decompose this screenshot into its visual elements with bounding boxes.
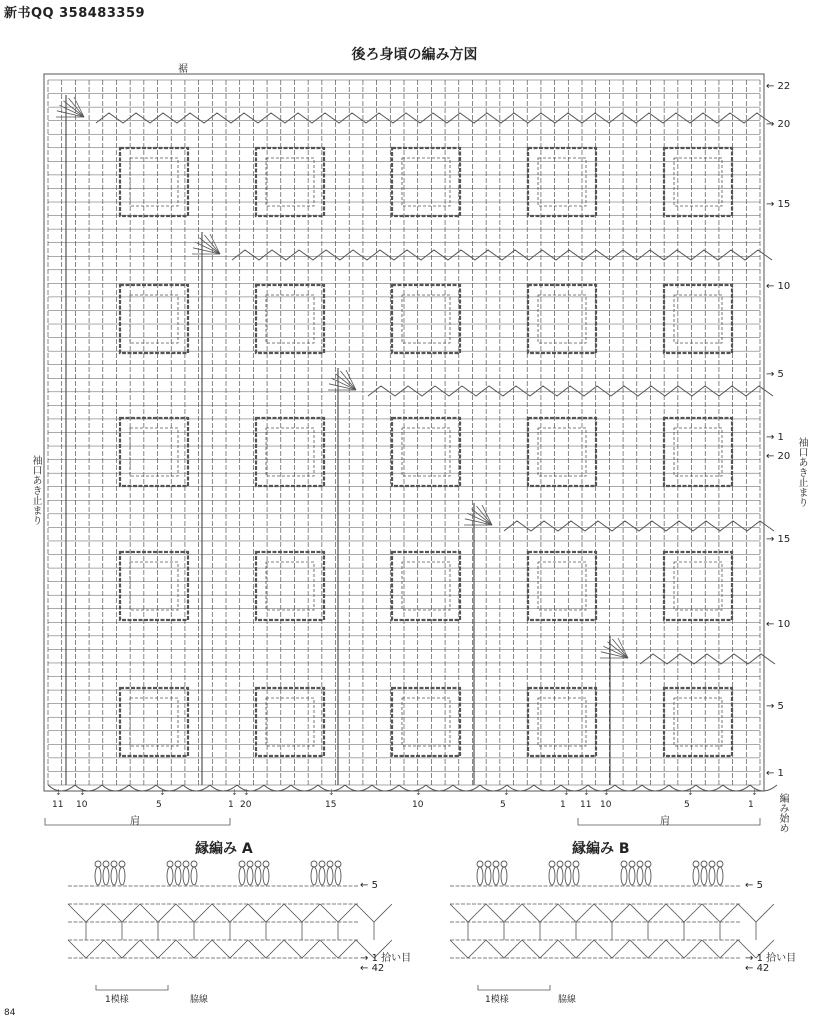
- edging-b-v-stitch: [558, 904, 594, 922]
- edging-a-side-seam: 脇線: [190, 995, 209, 1005]
- edging-a-row1: → 1 拾い目: [360, 953, 412, 964]
- edging-a-row5: ← 5: [360, 880, 378, 891]
- edging-a-picot: [327, 867, 333, 885]
- edging-a-v-stitch: [212, 904, 248, 922]
- edging-a-repeat-bracket: [96, 985, 168, 990]
- edging-a-picot: [191, 867, 197, 885]
- page-number: 84: [4, 1008, 16, 1018]
- edging-b-picot-top: [701, 861, 707, 867]
- stitch-number-label: 11: [52, 800, 64, 810]
- motif-inner: [538, 698, 586, 746]
- edging-b-v-stitch: [486, 904, 522, 922]
- edging-a-picot-top: [183, 861, 189, 867]
- edging-b-picot: [645, 867, 651, 885]
- stitch-number-label: 1: [560, 800, 566, 810]
- motif-inner: [402, 428, 450, 476]
- edging-b-picot-top: [645, 861, 651, 867]
- edging-b-v-stitch: [486, 940, 522, 958]
- stitch-number-label: 5: [500, 800, 506, 810]
- edging-a-v-stitch: [140, 904, 176, 922]
- bottom-arrow: ↓: [231, 788, 238, 797]
- edging-a-v-stitch: [68, 904, 104, 922]
- edging-a-picot: [103, 867, 109, 885]
- edging-a-picot-top: [311, 861, 317, 867]
- edging-a-picot: [335, 867, 341, 885]
- edging-b-v-stitch: [450, 940, 486, 958]
- edging-b-v-stitch: [522, 904, 558, 922]
- edging-b-picot-top: [709, 861, 715, 867]
- edging-b-picot-top: [549, 861, 555, 867]
- bottom-arrow: ↓: [243, 788, 250, 797]
- edging-b-row42: ← 42: [745, 963, 770, 974]
- edging-a-v-stitch: [248, 904, 284, 922]
- edging-a-v-stitch: [284, 940, 320, 958]
- edging-b-side-seam: 脇線: [558, 995, 577, 1005]
- motif-inner: [266, 562, 314, 610]
- motif-inner: [130, 562, 178, 610]
- edging-a-picot: [175, 867, 181, 885]
- edging-a-v-stitch: [356, 904, 392, 922]
- edging-b-row1: → 1 拾い目: [745, 953, 797, 964]
- bottom-arrow: ↓: [55, 788, 62, 797]
- edging-a-v-stitch: [212, 940, 248, 958]
- edging-a-title: 縁編み A: [195, 841, 253, 857]
- edging-b-v-stitch: [594, 904, 630, 922]
- edging-a-picot: [95, 867, 101, 885]
- motif-inner: [674, 295, 722, 343]
- edging-b-picot: [629, 867, 635, 885]
- bottom-arrow: ↓: [583, 788, 590, 797]
- edging-a-v-stitch: [248, 940, 284, 958]
- edging-a-v-stitch: [140, 940, 176, 958]
- bottom-scallop: [48, 785, 777, 791]
- edging-b-v-stitch: [594, 940, 630, 958]
- row-number-label: → 15: [766, 199, 791, 210]
- bottom-arrow: ↓: [159, 788, 166, 797]
- stitch-number-label: 15: [325, 800, 337, 810]
- edging-b-v-stitch: [666, 940, 702, 958]
- edging-b-repeat: 1模様: [485, 995, 509, 1005]
- motif-inner: [674, 698, 722, 746]
- edging-a-v-stitch: [68, 940, 104, 958]
- stitch-number-label: 5: [684, 800, 690, 810]
- edging-a-picot: [311, 867, 317, 885]
- edging-b-picot-top: [621, 861, 627, 867]
- edging-b-picot-top: [565, 861, 571, 867]
- bottom-arrow: ↓: [503, 788, 510, 797]
- motif-inner: [130, 428, 178, 476]
- edging-a-picot: [183, 867, 189, 885]
- edging-a-picot-top: [247, 861, 253, 867]
- hem-label: 裾: [178, 64, 188, 75]
- bottom-arrow: ↓: [687, 788, 694, 797]
- shoulder-label-right: 肩: [660, 816, 670, 827]
- edging-a-picot-top: [167, 861, 173, 867]
- motif-inner: [130, 158, 178, 206]
- edging-a-picot-top: [175, 861, 181, 867]
- stitch-number-label: 1: [748, 800, 754, 810]
- edging-a-row42: ← 42: [360, 963, 385, 974]
- stitch-number-label: 10: [600, 800, 612, 810]
- edging-a-picot: [239, 867, 245, 885]
- diagram-title: 後ろ身頃の編み方図: [351, 47, 478, 63]
- edging-a-picot-top: [119, 861, 125, 867]
- knit-start-label: 編み始め: [777, 793, 788, 833]
- edging-b-v-stitch: [666, 904, 702, 922]
- row-number-label: → 20: [766, 119, 791, 130]
- motif-inner: [130, 698, 178, 746]
- edging-a-v-stitch: [320, 904, 356, 922]
- row-number-label: ← 10: [766, 281, 791, 292]
- bottom-arrow: ↓: [328, 788, 335, 797]
- edging-b-picot: [501, 867, 507, 885]
- edging-b-v-stitch: [558, 940, 594, 958]
- row-number-label: → 1: [766, 432, 784, 443]
- edging-b-repeat-bracket: [478, 985, 550, 990]
- bottom-arrow: ↓: [563, 788, 570, 797]
- row-number-label: ← 22: [766, 81, 791, 92]
- zigzag-row: [504, 521, 774, 531]
- edging-b-picot-top: [477, 861, 483, 867]
- edging-b-row5: ← 5: [745, 880, 763, 891]
- motif-inner: [674, 158, 722, 206]
- edging-a-v-stitch: [284, 904, 320, 922]
- motif-inner: [674, 428, 722, 476]
- edging-a-picot-top: [191, 861, 197, 867]
- row-number-label: → 5: [766, 701, 784, 712]
- edging-b-v-stitch: [450, 904, 486, 922]
- bottom-arrow: ↓: [415, 788, 422, 797]
- row-number-label: → 5: [766, 369, 784, 380]
- zigzag-row: [368, 386, 773, 396]
- edging-b-picot-top: [717, 861, 723, 867]
- stitch-number-label: 5: [156, 800, 162, 810]
- edging-b-picot-top: [573, 861, 579, 867]
- sleeve-stop-label-right: 袖口あき止まり: [796, 437, 807, 507]
- shoulder-label-left: 肩: [130, 816, 140, 827]
- edging-a-v-stitch: [104, 904, 140, 922]
- edging-a-picot-top: [255, 861, 261, 867]
- row-number-label: ← 10: [766, 619, 791, 630]
- edging-a-v-stitch: [176, 940, 212, 958]
- motif-inner: [130, 295, 178, 343]
- zigzag-row: [96, 113, 771, 123]
- edging-a-picot: [111, 867, 117, 885]
- zigzag-row: [640, 654, 775, 664]
- motif-inner: [674, 562, 722, 610]
- edging-b-picot: [573, 867, 579, 885]
- motif-inner: [538, 428, 586, 476]
- edging-b-picot-top: [493, 861, 499, 867]
- motif-inner: [538, 295, 586, 343]
- edging-b-v-stitch: [630, 940, 666, 958]
- motif-inner: [266, 428, 314, 476]
- motif-inner: [402, 562, 450, 610]
- edging-a-picot: [167, 867, 173, 885]
- edging-b-picot-top: [693, 861, 699, 867]
- edging-a-picot: [119, 867, 125, 885]
- edging-a-picot-top: [335, 861, 341, 867]
- stitch-number-label: 1: [228, 800, 234, 810]
- edging-b-picot: [477, 867, 483, 885]
- edging-a-repeat: 1模様: [105, 995, 129, 1005]
- edging-a-picot: [263, 867, 269, 885]
- edging-b-picot-top: [629, 861, 635, 867]
- edging-b-v-stitch: [738, 904, 774, 922]
- edging-b-picot: [701, 867, 707, 885]
- edging-b-picot: [717, 867, 723, 885]
- edging-b-v-stitch: [522, 940, 558, 958]
- edging-b-v-stitch: [702, 940, 738, 958]
- edging-b-picot: [693, 867, 699, 885]
- edging-b-picot: [565, 867, 571, 885]
- header-text: 新书QQ 358483359: [4, 6, 146, 21]
- edging-b-v-stitch: [702, 904, 738, 922]
- motif-inner: [266, 295, 314, 343]
- edging-a-picot: [255, 867, 261, 885]
- edging-a-picot-top: [103, 861, 109, 867]
- edging-b-picot-top: [557, 861, 563, 867]
- edging-a-picot-top: [239, 861, 245, 867]
- edging-b-picot: [549, 867, 555, 885]
- edging-a-v-stitch: [320, 940, 356, 958]
- edging-b-picot: [709, 867, 715, 885]
- stitch-number-label: 10: [76, 800, 88, 810]
- motif-inner: [266, 158, 314, 206]
- edging-a-picot: [247, 867, 253, 885]
- edging-b-picot: [557, 867, 563, 885]
- motif-inner: [402, 295, 450, 343]
- edging-b-title: 縁編み B: [572, 841, 630, 857]
- motif-inner: [402, 158, 450, 206]
- edging-b-v-stitch: [630, 904, 666, 922]
- stitch-number-label: 11: [580, 800, 592, 810]
- edging-b-picot: [621, 867, 627, 885]
- edging-b-picot: [485, 867, 491, 885]
- row-number-label: ← 20: [766, 451, 791, 462]
- edging-a-picot-top: [95, 861, 101, 867]
- stitch-number-label: 10: [412, 800, 424, 810]
- edging-a-picot-top: [263, 861, 269, 867]
- motif-inner: [538, 562, 586, 610]
- edging-b-picot-top: [637, 861, 643, 867]
- bottom-arrow: ↓: [79, 788, 86, 797]
- bottom-arrow: ↓: [751, 788, 758, 797]
- sleeve-stop-label-left: 袖口あき止まり: [30, 455, 41, 525]
- edging-b-picot-top: [485, 861, 491, 867]
- edging-a-picot-top: [111, 861, 117, 867]
- edging-a-picot-top: [327, 861, 333, 867]
- edging-b-picot: [637, 867, 643, 885]
- motif-inner: [266, 698, 314, 746]
- edging-b-picot: [493, 867, 499, 885]
- motif-inner: [538, 158, 586, 206]
- motif-inner: [402, 698, 450, 746]
- zigzag-row: [232, 250, 772, 260]
- bottom-arrow: ↓: [603, 788, 610, 797]
- edging-a-picot: [319, 867, 325, 885]
- edging-b-picot-top: [501, 861, 507, 867]
- edging-a-v-stitch: [104, 940, 140, 958]
- stitch-number-label: 20: [240, 800, 252, 810]
- row-number-label: → 15: [766, 534, 791, 545]
- edging-a-v-stitch: [176, 904, 212, 922]
- edging-a-picot-top: [319, 861, 325, 867]
- row-number-label: ← 1: [766, 768, 784, 779]
